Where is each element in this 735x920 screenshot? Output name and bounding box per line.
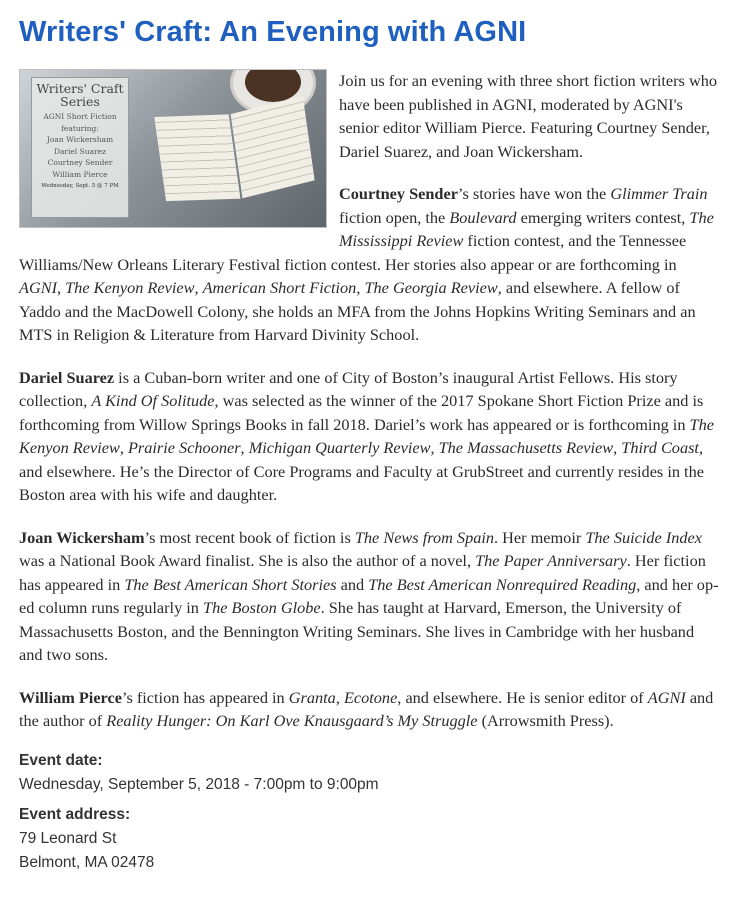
- event-address-line2: Belmont, MA 02478: [19, 853, 155, 871]
- author-name: Joan Wickersham: [19, 527, 145, 547]
- poster-text-panel: [31, 77, 129, 218]
- open-book-graphic: [155, 100, 315, 205]
- event-poster-image: [19, 69, 327, 228]
- page-title: Writers' Craft: An Evening with AGNI: [19, 16, 527, 48]
- poster-name: Dariel Suarez: [53, 146, 107, 156]
- poster-name: William Pierce: [52, 169, 108, 179]
- bio-joan-wickersham: Joan Wickersham’s most recent book of fiction is The News from Spain. Her memoir The Suicide Index was a National Book Award finalist. She is also the author of a novel, The Paper Anniversary. Her fiction has appeared in The Best American Short Stories and The Best American Nonrequired Reading, and her op-ed column runs regularly in The Boston Globe. She has taught at Harvard, Emerson, the University of Massachusetts Boston, and the Bennington Writing Seminars. She lives in Cambridge with her husband and two sons.: [19, 527, 719, 664]
- poster-subtitle: AGNI Short Fiction: [43, 112, 117, 121]
- event-date-value: Wednesday, September 5, 2018 - 7:00pm to 9:00pm: [19, 775, 379, 793]
- event-address-line1: 79 Leonard St: [19, 829, 117, 847]
- poster-title: Writers' Craft: [36, 81, 124, 96]
- author-name: William Pierce: [19, 687, 122, 707]
- bio-dariel-suarez: Dariel Suarez is a Cuban-born writer and one of City of Boston’s inaugural Artist Fellows. His story collection, A Kind Of Solitude, was selected as the winner of the 2017 Spokane Short Fiction Prize and is forthcoming from Willow Springs Books in fall 2018. Dariel’s work has appeared or is forthcoming in The Kenyon Review, Prairie Schooner, Michigan Quarterly Review, The Massachusetts Review, Third Coast, and elsewhere. He’s the Director of Core Programs and Faculty at GrubStreet and currently resides in the Boston area with his wife and daughter.: [19, 367, 714, 504]
- bio-william-pierce: William Pierce’s fiction has appeared in Granta, Ecotone, and elsewhere. He is senior editor of AGNI and the author of Reality Hunger: On Karl Ove Knausgaard’s My Struggle (Arrowsmith Press).: [19, 687, 714, 730]
- event-details: [19, 749, 719, 875]
- event-description: [19, 69, 719, 733]
- poster-title-series: Series: [60, 94, 100, 109]
- poster-date: Wednesday, Sept. 5 @ 7 PM: [41, 183, 119, 189]
- event-address-label: Event address:: [19, 805, 131, 823]
- event-date-label: Event date:: [19, 751, 103, 769]
- author-name: Dariel Suarez: [19, 367, 115, 387]
- poster-name: Courtney Sender: [47, 158, 113, 167]
- poster-featuring: featuring:: [61, 123, 99, 133]
- intro-paragraph: Join us for an evening with three short fiction writers who have been published in AGNI, moderated by AGNI's senior editor William Pierce. Featuring Courtney Sender, Dariel Suarez, and Joan Wickersham.: [339, 71, 718, 161]
- event-address-block: [19, 803, 719, 875]
- poster-name: Joan Wickersham: [46, 135, 114, 144]
- event-date-block: [19, 749, 719, 797]
- author-name: Courtney Sender: [339, 184, 458, 203]
- bio-courtney-sender: Courtney Sender’s stories have won the Glimmer Train fiction open, the Boulevard emerging writers contest, The Mississippi Review fiction contest, and the Tennessee Williams/New Orleans Literary Festival fiction contest. Her stories also appear or are forthcoming in AGNI, The Kenyon Review, American Short Fiction, The Georgia Review, and elsewhere. A fellow of Yaddo and the MacDowell Colony, she holds an MFA from the Johns Hopkins Writing Seminars and an MTS in Religion & Literature from Harvard Divinity School.: [19, 184, 714, 344]
